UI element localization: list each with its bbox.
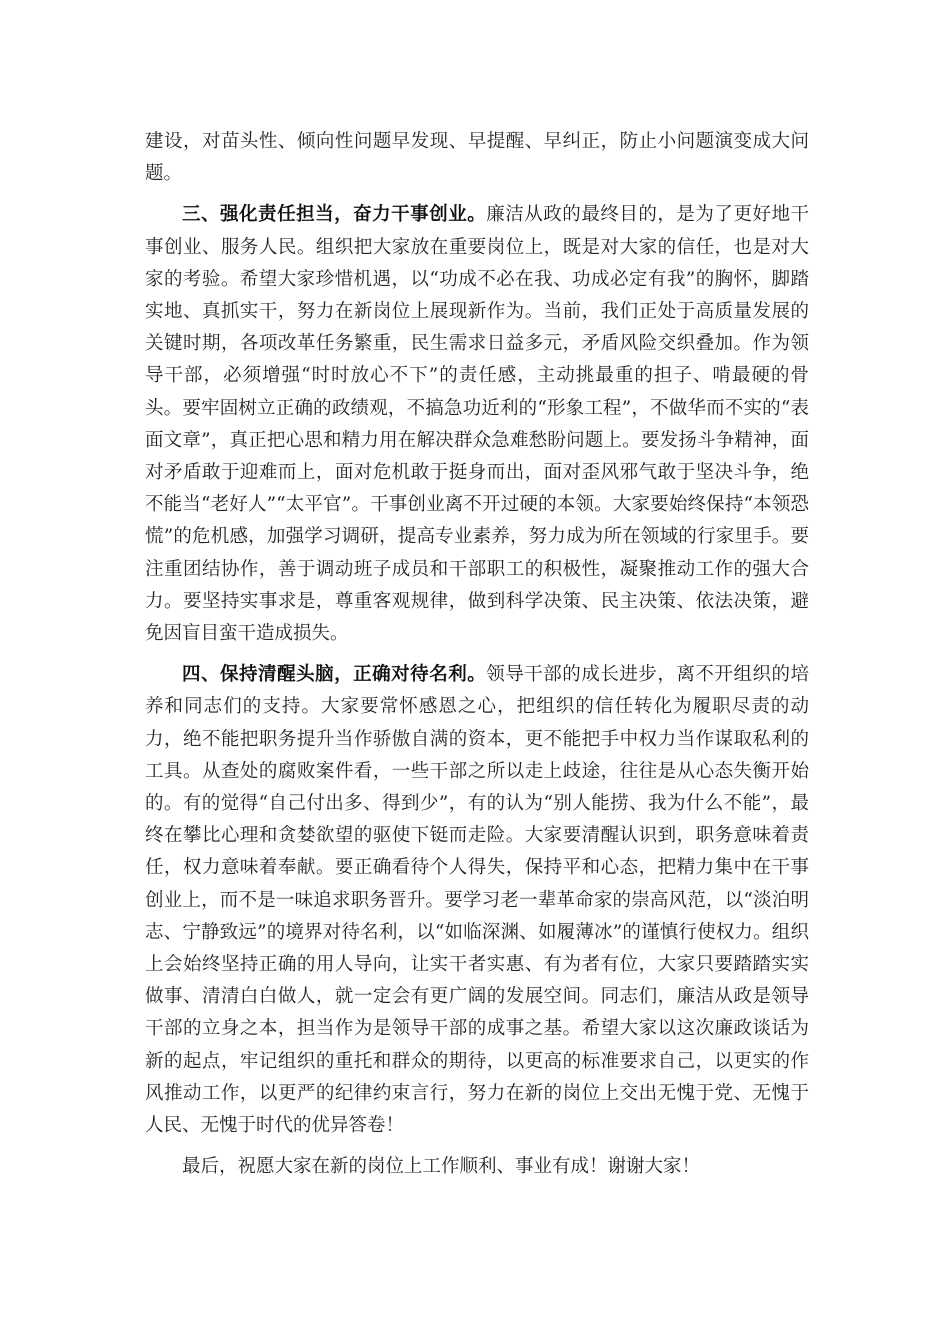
paragraph-body: 领导干部的成长进步，离不开组织的培养和同志们的支持。大家要常怀感恩之心，把组织的信任转化为履职尽责的动力，绝不能把职务提升当作骄傲自满的资本，更不能把手中权力当作谋取私利的工具。从查处的腐败案件看，一些干部之所以走上歧途，往往是从心态失衡开始的。有的觉得“自己付出多、得到少”，有的认为“别人能捞、我为什么不能”，最终在攀比心理和贪婪欲望的驱使下铤而走险。大家要清醒认识到，职务意味着责任，权力意味着奉献。要正确看待个人得失，保持平和心态，把精力集中在干事创业上，而不是一味追求职务晋升。要学习老一辈革命家的崇高风范，以“淡泊明志、宁静致远”的境界对待名利，以“如临深渊、如履薄冰”的谨慎行使权力。组织上会始终坚持正确的用人导向，让实干者实惠、有为者有位，大家只要踏踏实实做事、清清白白做人，就一定会有更广阔的发展空间。同志们，廉洁从政是领导干部的立身之本，担当作为是领导干部的成事之基。希望大家以这次廉政谈话为新的起点，牢记组织的重托和群众的期待，以更高的标准要求自己，以更实的作风推动工作，以更严的纪律约束言行，努力在新的岗位上交出无愧于党、无愧于人民、无愧于时代的优异答卷！ xyxy=(145,664,809,1137)
paragraph-body: 廉洁从政的最终目的，是为了更好地干事创业、服务人民。组织把大家放在重要岗位上，既是对大家的信任，也是对大家的考验。希望大家珍惜机遇，以“功成不必在我、功成必定有我”的胸怀，脚踏实地、真抓实干，努力在新岗位上展现新作为。当前，我们正处于高质量发展的关键时期，各项改革任务繁重，民生需求日益多元，矛盾风险交织叠加。作为领导干部，必须增强“时时放心不下”的责任感，主动挑最重的担子、啃最硬的骨头。要牢固树立正确的政绩观，不搞急功近利的“形象工程”，不做华而不实的“表面文章”，真正把心思和精力用在解决群众急难愁盼问题上。要发扬斗争精神，面对矛盾敢于迎难而上，面对危机敢于挺身而出，面对歪风邪气敢于坚决斗争，绝不能当“老好人”“太平官”。干事创业离不开过硬的本领。大家要始终保持“本领恐慌”的危机感，加强学习调研，提高专业素养，努力成为所在领域的行家里手。要注重团结协作，善于调动班子成员和干部职工的积极性，凝聚推动工作的强大合力。要坚持实事求是，尊重客观规律，做到科学决策、民主决策、依法决策，避免因盲目蛮干造成损失。 xyxy=(145,204,809,645)
section-heading-four: 四、保持清醒头脑，正确对待名利。 xyxy=(182,664,487,686)
paragraph-closing xyxy=(145,1151,809,1183)
paragraph-body: 建设，对苗头性、倾向性问题早发现、早提醒、早纠正，防止小问题演变成大问题。 xyxy=(145,131,809,185)
paragraph-continued xyxy=(145,126,809,190)
paragraph-body: 最后，祝愿大家在新的岗位上工作顺利、事业有成！谢谢大家！ xyxy=(182,1156,701,1178)
paragraph-section-three xyxy=(145,199,809,650)
section-heading-three: 三、强化责任担当，奋力干事创业。 xyxy=(182,204,487,226)
paragraph-section-four xyxy=(145,659,809,1142)
document-body xyxy=(145,126,809,1193)
